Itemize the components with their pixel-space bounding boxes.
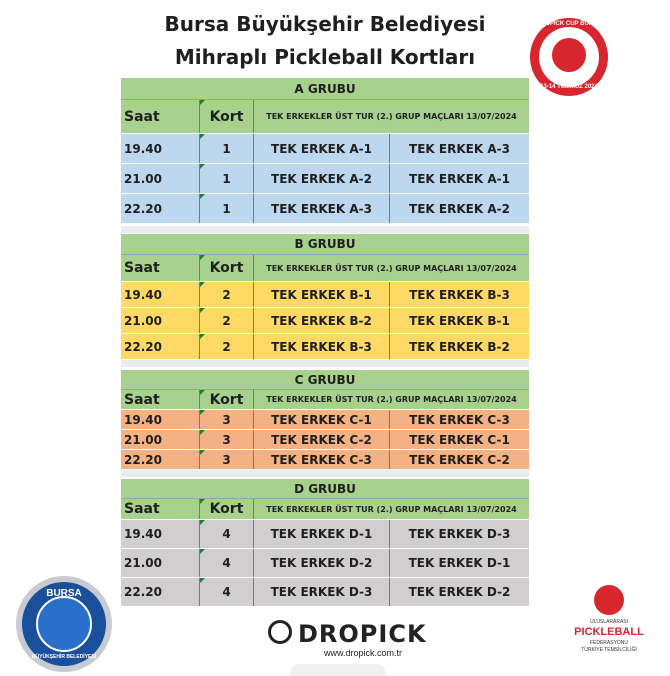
pickleball-federation-logo	[572, 585, 646, 670]
cell-kort: 4	[200, 520, 254, 548]
cell-kort: 2	[200, 334, 254, 359]
header-row	[121, 255, 529, 282]
cup-logo-bottom-text: 13-14 TEMMUZ 2024	[540, 84, 598, 90]
fed-line1: ULUSLARARASI	[589, 619, 629, 625]
col-kort: Kort	[200, 100, 254, 133]
bottom-tab-edge	[290, 664, 386, 676]
table-row	[121, 334, 529, 360]
cell-kort: 4	[200, 578, 254, 606]
col-kort: Kort	[200, 499, 254, 519]
header-row	[121, 100, 529, 134]
cell-player2: TEK ERKEK B-3	[409, 287, 510, 302]
group-c-table	[121, 370, 529, 470]
group-title: A GRUBU	[121, 78, 529, 100]
cell-kort: 2	[200, 282, 254, 307]
page-title-line1: Bursa Büyükşehir Belediyesi	[164, 12, 486, 36]
cell-player2: TEK ERKEK B-1	[409, 313, 510, 328]
cell-player2: TEK ERKEK D-3	[408, 527, 511, 541]
cell-kort: 1	[200, 134, 254, 163]
cell-player1: TEK ERKEK A-1	[254, 134, 390, 163]
paddle-icon	[552, 38, 586, 72]
cell-saat: 22.20	[121, 578, 200, 606]
cell-player2: TEK ERKEK A-2	[409, 201, 510, 216]
cell-player2: TEK ERKEK D-1	[408, 556, 511, 570]
cell-kort: 4	[200, 549, 254, 577]
dropick-logo	[268, 618, 458, 646]
group-a-table	[121, 78, 529, 224]
col-kort: Kort	[200, 390, 254, 409]
cell-saat: 19.40	[121, 520, 200, 548]
cell-player1: TEK ERKEK C-2	[254, 430, 390, 449]
cell-saat: 19.40	[121, 410, 200, 429]
cell-player2: TEK ERKEK C-1	[409, 432, 510, 447]
cell-player1: TEK ERKEK B-1	[254, 282, 390, 307]
group-title: C GRUBU	[121, 370, 529, 390]
cell-player2: TEK ERKEK C-2	[409, 452, 510, 467]
cell-kort: 3	[200, 410, 254, 429]
col-match: TEK ERKEKLER ÜST TUR (2.) GRUP MAÇLARI 13/07/2024	[266, 395, 517, 404]
cell-player1: TEK ERKEK D-1	[254, 520, 390, 548]
cell-player2: TEK ERKEK C-3	[409, 412, 510, 427]
bursa-logo-top-text: BURSA	[46, 588, 82, 599]
group-separator	[121, 226, 529, 233]
dropick-url: www.dropick.com.tr	[323, 648, 403, 658]
cell-saat: 21.00	[121, 308, 200, 333]
table-row	[121, 194, 529, 224]
table-row	[121, 308, 529, 334]
header-row	[121, 499, 529, 520]
cell-player2: TEK ERKEK A-3	[409, 141, 510, 156]
col-saat: Saat	[121, 255, 200, 281]
cell-saat: 22.20	[121, 450, 200, 469]
cup-logo-top-text: DROPICK CUP BURSA	[536, 21, 602, 27]
col-kort: Kort	[200, 255, 254, 281]
cell-player1: TEK ERKEK A-3	[254, 194, 390, 223]
cell-player2: TEK ERKEK A-1	[409, 171, 510, 186]
cell-player2: TEK ERKEK B-2	[409, 339, 510, 354]
bursa-municipality-logo	[16, 576, 112, 672]
cell-kort: 1	[200, 194, 254, 223]
cell-player1: TEK ERKEK C-1	[254, 410, 390, 429]
cell-player2: TEK ERKEK D-2	[408, 585, 511, 599]
table-row	[121, 430, 529, 450]
cell-saat: 19.40	[121, 134, 200, 163]
group-title: B GRUBU	[121, 234, 529, 255]
cell-saat: 21.00	[121, 549, 200, 577]
table-row	[121, 410, 529, 430]
cell-player1: TEK ERKEK D-2	[254, 549, 390, 577]
cell-kort: 2	[200, 308, 254, 333]
group-b-table	[121, 234, 529, 360]
cell-kort: 3	[200, 450, 254, 469]
table-row	[121, 578, 529, 607]
cell-player1: TEK ERKEK B-3	[254, 334, 390, 359]
page-title-line2: Mihraplı Pickleball Kortları	[174, 45, 476, 69]
dropick-wordmark: DROPICK	[298, 620, 427, 648]
cell-kort: 1	[200, 164, 254, 193]
table-row	[121, 164, 529, 194]
fed-line2: PICKLEBALL	[574, 626, 644, 638]
group-d-table	[121, 479, 529, 607]
table-row	[121, 450, 529, 470]
cell-player1: TEK ERKEK C-3	[254, 450, 390, 469]
col-match: TEK ERKEKLER ÜST TUR (2.) GRUP MAÇLARI 13/07/2024	[266, 504, 517, 514]
col-match: TEK ERKEKLER ÜST TUR (2.) GRUP MAÇLARI 13/07/2024	[266, 263, 517, 273]
cell-player1: TEK ERKEK A-2	[254, 164, 390, 193]
table-row	[121, 549, 529, 578]
fed-line3: FEDERASYONU	[589, 640, 629, 646]
cell-saat: 21.00	[121, 430, 200, 449]
table-row	[121, 520, 529, 549]
col-match: TEK ERKEKLER ÜST TUR (2.) GRUP MAÇLARI 13/07/2024	[266, 112, 517, 121]
pickleball-icon	[268, 620, 292, 644]
header-row	[121, 390, 529, 410]
cell-kort: 3	[200, 430, 254, 449]
cell-saat: 19.40	[121, 282, 200, 307]
group-separator	[121, 470, 529, 477]
bursa-logo-emblem	[36, 596, 92, 652]
group-separator	[121, 360, 529, 367]
cell-player1: TEK ERKEK B-2	[254, 308, 390, 333]
table-row	[121, 282, 529, 308]
cell-saat: 22.20	[121, 334, 200, 359]
table-row	[121, 134, 529, 164]
cell-saat: 21.00	[121, 164, 200, 193]
pickleball-ball-icon	[594, 585, 624, 615]
col-saat: Saat	[121, 499, 200, 519]
col-saat: Saat	[121, 100, 200, 133]
col-saat: Saat	[121, 390, 200, 409]
bursa-logo-bottom-text: BÜYÜKŞEHİR BELEDİYESİ	[31, 654, 97, 660]
group-title: D GRUBU	[121, 479, 529, 499]
dropick-cup-logo	[530, 18, 608, 96]
fed-line4: TÜRKİYE TEMSİLCİLİĞİ	[581, 647, 637, 653]
cell-player1: TEK ERKEK D-3	[254, 578, 390, 606]
cell-saat: 22.20	[121, 194, 200, 223]
